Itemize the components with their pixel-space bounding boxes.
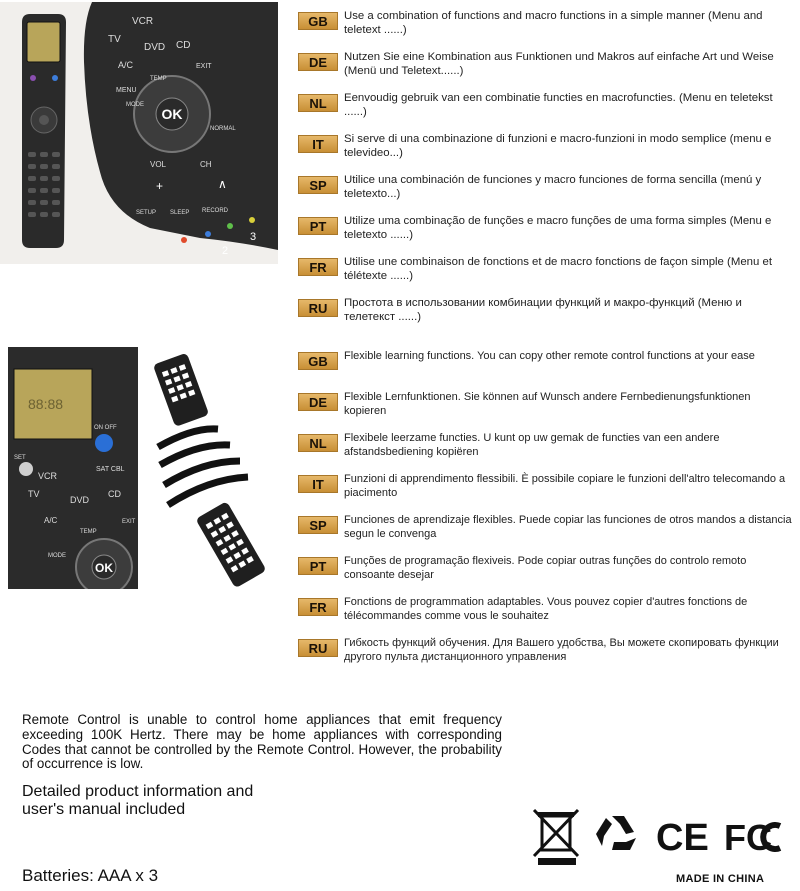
lang-row-it-2	[298, 473, 794, 514]
temp-label: TEMP	[150, 76, 167, 82]
normal-label: NORMAL	[210, 126, 236, 132]
lang-badge-de: DE	[298, 53, 338, 71]
lang-badge-fr-2: FR	[298, 598, 338, 616]
section-macro-functions	[0, 0, 800, 330]
lang-row-fr	[298, 256, 794, 297]
number-2-label: 2	[222, 245, 229, 257]
tv-label: TV	[108, 34, 121, 45]
cd-label-2: CD	[108, 489, 121, 499]
menu-label: MENU	[116, 87, 137, 94]
tv-label-2: TV	[28, 489, 40, 499]
svg-text:FC: FC	[724, 817, 772, 858]
lang-row-gb	[298, 10, 794, 51]
section-learning-functions	[0, 345, 800, 665]
lang-badge-nl-2: NL	[298, 434, 338, 452]
lang-row-fr-2	[298, 596, 794, 637]
lang-row-gb-2	[298, 350, 794, 391]
vol-label: VOL	[150, 160, 167, 169]
lang-badge-nl: NL	[298, 94, 338, 112]
ce-mark-icon: CE	[656, 817, 709, 859]
detail-line-1: Detailed product information and	[22, 783, 254, 800]
remote-illustration-1	[0, 2, 278, 264]
lang-row-nl-2	[298, 432, 794, 473]
exit-label: EXIT	[196, 63, 212, 70]
detail-info	[22, 783, 342, 819]
lang-text-pt-2: Funções de programação flexiveis. Pode copiar outras funções do controlo remoto consoante desejar	[344, 555, 747, 581]
ac-label-2: A/C	[44, 516, 58, 525]
lang-text-pt: Utilize uma combinação de funções e macro funções de uma forma simples (Menu e teletexto ......)	[344, 215, 772, 241]
lang-text-gb-2: Flexible learning functions. You can copy other remote control functions at your ease	[344, 350, 755, 362]
lcd-digits: 88:88	[28, 396, 64, 412]
dvd-label-2: DVD	[70, 495, 90, 505]
remote-photo-1	[0, 2, 278, 264]
lang-badge-it-2: IT	[298, 475, 338, 493]
lang-text-ru-2: Гибкость функций обучения. Для Вашего удобства, Вы можете скопировать функции другого пульта дистанционного управления	[344, 637, 779, 663]
ch-label: CH	[200, 160, 212, 169]
lang-text-ru: Простота в использовании комбинации функций и макро-функций (Меню и телетекст ......)	[344, 297, 742, 323]
marks-svg	[530, 808, 790, 868]
lang-text-de-2: Flexible Lernfunktionen. Sie können auf Wunsch andere Fernbedienungsfunktionen kopieren	[344, 391, 751, 417]
lang-row-sp-2	[298, 514, 794, 555]
lang-text-it: Si serve di una combinazione di funzioni e macro-funzioni in modo semplice (menu e televideo...)	[344, 133, 772, 159]
ok-label-2: OK	[95, 561, 113, 575]
lang-badge-pt: PT	[298, 217, 338, 235]
setup-label: SETUP	[136, 210, 157, 216]
lang-badge-sp: SP	[298, 176, 338, 194]
lang-text-it-2: Funzioni di apprendimento flessibili. È possibile copiare le funzioni dell'altro telecomando a piacimento	[344, 473, 786, 499]
lang-text-nl-2: Flexibele leerzame functies. U kunt op uw gemak de functies van een andere afstandsbediening kopiëren	[344, 432, 720, 458]
sat-label: SAT CBL	[96, 466, 125, 473]
lang-row-pt-2	[298, 555, 794, 596]
onoff-label: ON OFF	[94, 425, 117, 431]
ok-label: OK	[161, 106, 183, 122]
remote-illustration-2	[8, 347, 278, 589]
language-list-1	[298, 10, 794, 338]
mode-label-2: MODE	[48, 553, 66, 559]
made-in-china: MADE IN CHINA	[676, 873, 765, 885]
lang-badge-fr: FR	[298, 258, 338, 276]
cd-label: CD	[176, 40, 191, 51]
lang-text-fr: Utilise une combinaison de fonctions et de macro fonctions de façon simple (Menu et télétexte ......)	[344, 256, 773, 282]
lang-badge-ru-2: RU	[298, 639, 338, 657]
lang-text-nl: Eenvoudig gebruik van een combinatie functies en macrofuncties. (Menu en teletekst ......)	[344, 92, 773, 118]
dvd-label: DVD	[144, 42, 166, 53]
lang-text-fr-2: Fonctions de programmation adaptables. Vous pouvez copier d'autres fonctions de télécommandes comme vous le souhaitez	[344, 596, 748, 622]
recycle-icon	[596, 816, 636, 850]
vol-plus-label: +	[156, 179, 164, 193]
lang-badge-it: IT	[298, 135, 338, 153]
lang-row-de-2	[298, 391, 794, 432]
lang-text-gb: Use a combination of functions and macro functions in a simple manner (Menu and teletext ......)	[344, 10, 763, 36]
lang-badge-gb: GB	[298, 12, 338, 30]
ac-label: A/C	[118, 60, 134, 70]
signal-waves	[158, 429, 248, 505]
ch-up-label: ∧	[218, 177, 227, 191]
lang-badge-pt-2: PT	[298, 557, 338, 575]
lang-row-de	[298, 51, 794, 92]
fcc-mark-icon	[724, 817, 780, 858]
batteries-info: Batteries: AAA x 3	[22, 866, 159, 885]
weee-bin-icon	[534, 810, 578, 865]
frequency-notice: Remote Control is unable to control home appliances that emit frequency exceeding 100K Hertz. There may be home appliances with corresponding Codes that cannot be controlled by the Remote Control. However, the probability of occurrence is low.	[22, 712, 502, 772]
mode-label: MODE	[126, 102, 144, 108]
sleep-label: SLEEP	[170, 210, 190, 216]
exit-label-2: EXIT	[122, 519, 136, 525]
vcr-label: VCR	[132, 16, 154, 27]
lang-badge-de-2: DE	[298, 393, 338, 411]
lang-text-sp-2: Funciones de aprendizaje flexibles. Puede copiar las funciones de otros mandos a distancia segun le convenga	[344, 514, 792, 540]
set-label: SET	[14, 455, 26, 461]
temp-label-2: TEMP	[80, 529, 97, 535]
lang-row-it	[298, 133, 794, 174]
lang-row-pt	[298, 215, 794, 256]
record-label: RECORD	[202, 208, 229, 214]
remote-photo-2	[8, 347, 278, 589]
lang-badge-ru: RU	[298, 299, 338, 317]
lang-text-sp: Utilice una combinación de funciones y macro funciones de forma sencilla (menú y teletexto...)	[344, 174, 762, 200]
lang-row-sp	[298, 174, 794, 215]
lang-badge-gb-2: GB	[298, 352, 338, 370]
lang-row-ru	[298, 297, 794, 338]
number-3-label: 3	[250, 231, 257, 243]
lang-row-ru-2	[298, 637, 794, 678]
source-remote	[153, 353, 209, 427]
vcr-label-2: VCR	[38, 471, 58, 481]
detail-line-2: user's manual included	[22, 801, 186, 818]
lang-badge-sp-2: SP	[298, 516, 338, 534]
small-remote	[22, 14, 66, 248]
certification-marks	[530, 808, 790, 868]
learning-remote	[8, 347, 138, 589]
language-list-2	[298, 350, 794, 678]
lang-text-de: Nutzen Sie eine Kombination aus Funktionen und Makros auf einfache Art und Weise (Menü und Teletext......)	[344, 51, 774, 77]
target-remote	[195, 501, 266, 588]
lang-row-nl	[298, 92, 794, 133]
